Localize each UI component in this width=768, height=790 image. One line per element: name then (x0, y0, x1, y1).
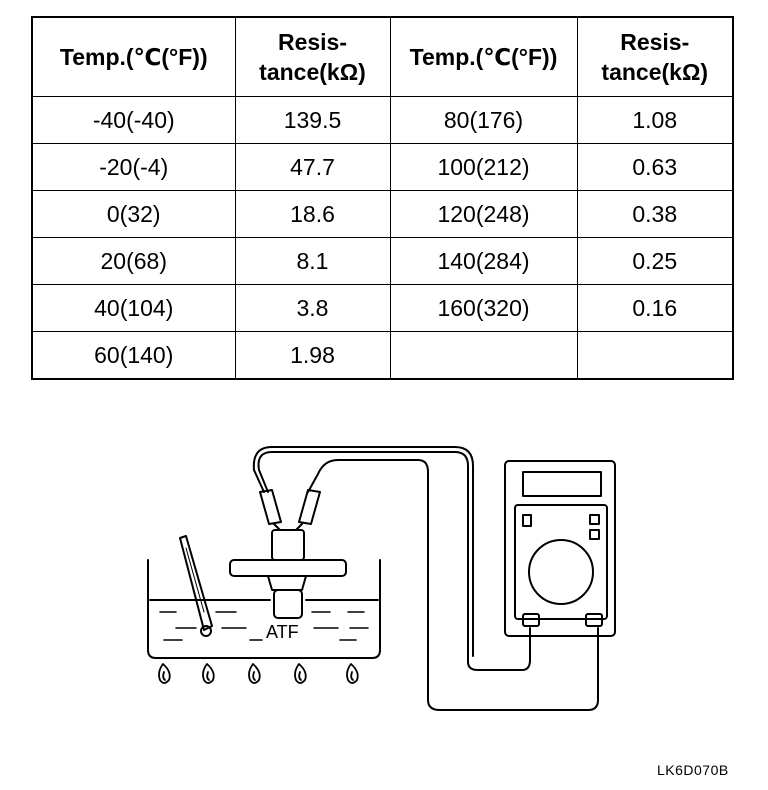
flame-icon (159, 664, 170, 683)
meter-display (523, 472, 601, 496)
table-cell: 47.7 (235, 144, 390, 191)
table-cell: 1.08 (577, 97, 733, 144)
ohmmeter (505, 461, 615, 636)
meter-dial (529, 540, 593, 604)
table-cell: 100(212) (390, 144, 577, 191)
drawing-code: LK6D070B (657, 762, 729, 778)
table-cell: 40(104) (32, 285, 235, 332)
table-cell: 60(140) (32, 332, 235, 380)
temperature-sensor (230, 530, 346, 618)
table-cell: 0.25 (577, 238, 733, 285)
meter-panel (515, 505, 607, 619)
sensor-probe-body (274, 590, 302, 618)
meter-button (523, 515, 531, 526)
table-cell: 0.16 (577, 285, 733, 332)
table-cell: 8.1 (235, 238, 390, 285)
table-cell: 160(320) (390, 285, 577, 332)
table-cell: 139.5 (235, 97, 390, 144)
meter-button (590, 530, 599, 539)
table-cell: 120(248) (390, 191, 577, 238)
table-cell: -40(-40) (32, 97, 235, 144)
thermometer-bulb (201, 626, 211, 636)
header-resistance-left-line1: Resis- (277, 29, 348, 55)
table-cell: 0.38 (577, 191, 733, 238)
table-cell: 20(68) (32, 238, 235, 285)
table-cell: 3.8 (235, 285, 390, 332)
probe-clips (260, 490, 320, 530)
sensor-flange (230, 560, 346, 576)
header-resistance-right-line2: tance(kΩ) (601, 59, 709, 85)
sensor-nut (268, 576, 306, 590)
flame-icon (203, 664, 214, 683)
table-cell: 0(32) (32, 191, 235, 238)
table-cell: 1.98 (235, 332, 390, 380)
header-resistance-left-line2: tance(kΩ) (259, 59, 366, 85)
header-temp-right-label: Temp.(℃(°F)) (409, 44, 558, 70)
flame-icon (249, 664, 260, 683)
table-cell: 140(284) (390, 238, 577, 285)
fluid-ripples (160, 612, 368, 640)
table-cell: 80(176) (390, 97, 577, 144)
sensor-connector (272, 530, 304, 560)
probe-clip-left (260, 490, 281, 524)
flame-icon (347, 664, 358, 683)
flame-icon (295, 664, 306, 683)
probe-clip-right (299, 490, 320, 524)
header-temp-left-label: Temp.(℃(°F)) (59, 44, 208, 70)
fluid-label: ATF (266, 622, 299, 642)
table-cell: -20(-4) (32, 144, 235, 191)
meter-body (505, 461, 615, 636)
table-cell: 18.6 (235, 191, 390, 238)
table-cell: 0.63 (577, 144, 733, 191)
thermometer (180, 536, 212, 636)
header-resistance-right-line1: Resis- (620, 29, 690, 55)
meter-button (590, 515, 599, 524)
burner-flames (159, 664, 358, 683)
